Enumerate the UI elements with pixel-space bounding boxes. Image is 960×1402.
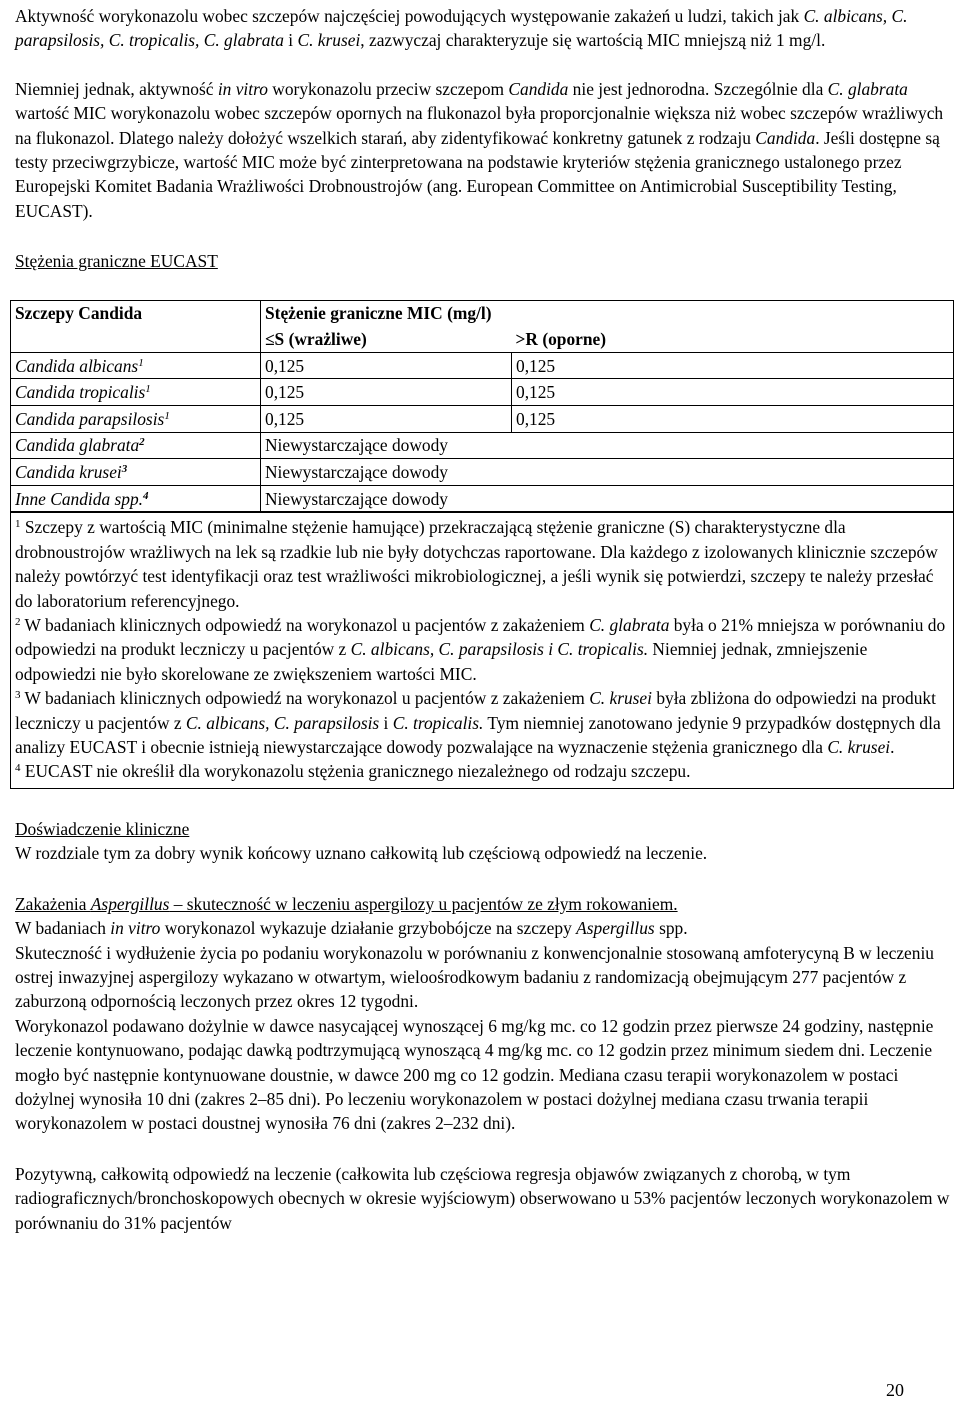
aspergillus-paragraph-1: W badaniach in vitro worykonazol wykazuje działanie grzybobójcze na szczepy Aspergillus spp. — [15, 918, 688, 939]
strain-cell: Inne Candida spp.$^4$ — [11, 485, 261, 512]
r-value: 0,125 — [512, 406, 954, 433]
table-row — [11, 459, 953, 486]
table-footnotes — [11, 512, 953, 787]
table-row — [11, 485, 953, 512]
r-value: 0,125 — [512, 352, 954, 379]
strain-cell: Candida glabrata$^2$ — [11, 432, 261, 459]
page-number: 20 — [886, 1380, 904, 1400]
footnote-1: $^1$ Szczepy z wartością MIC (minimalne stężenie hamujące) przekraczającą stężenie graniczne (S) charakterystyczne dla drobnoustrojów wrażliwych na lek są rzadkie lub nie były dotychczas raportowane. Dla każdego z izolowanych klinicznie szczepów należy powtórzyć test identyfikacji oraz test wrażliwości mikrobiologicznej, a jeśli wynik się potwierdzi, szczepy te należy przesłać do laboratorium referencyjnego. — [15, 517, 938, 611]
table-row — [11, 406, 953, 433]
table-row — [11, 432, 953, 459]
strain-cell: Candida krusei$^3$ — [11, 459, 261, 486]
intro-paragraph-1: Aktywność worykonazolu wobec szczepów najczęściej powodujących występowanie zakażeń u ludzi, takich jak C. albicans, C. parapsilosis, C. tropicalis, C. glabrata i C. krusei, zazwyczaj charakteryzuje się wartością MIC mniejszą niż 1 mg/l. — [15, 6, 908, 51]
strain-cell: Candida albicans$^1$ — [11, 352, 261, 379]
mic-breakpoint-table — [10, 300, 954, 789]
footnote-3: $^3$ W badaniach klinicznych odpowiedź na worykonazol u pacjentów z zakażeniem C. krusei była zbliżona do odpowiedzi na produkt leczniczy u pacjentów z C. albicans, C. parapsilosis i C. tropicalis. Tym niemniej zanotowano jedynie 9 przypadków dostępnych dla analizy EUCAST i obecnie istnieją niewystarczające dowody pozwalające na wyznaczenie stężenia granicznego dla C. krusei. — [15, 688, 941, 758]
footnote-4: $^4$ EUCAST nie określił dla worykonazolu stężenia granicznego niezależnego od rodzaju szczepu. — [15, 761, 691, 782]
aspergillus-paragraph-4: Pozytywną, całkowitą odpowiedź na leczenie (całkowita lub częściowa regresja objawów związanych z chorobą, w tym radiograficznych/bronchoskopowych obecnych w okresie wyjściowym) obserwowano u 53% pacjentów leczonych worykonazolem w porównaniu do 31% pacjentów — [15, 1163, 950, 1233]
table-row — [11, 379, 953, 406]
intro-paragraph-2: Niemniej jednak, aktywność in vitro worykonazolu przeciw szczepom Candida nie jest jednorodna. Szczególnie dla C. glabrata wartość MIC worykonazolu wobec szczepów opornych na flukonazol była proporcjonalnie większa niż wobec szczepów wrażliwych na flukonazol. Dlatego należy dołożyć wszelkich starań, aby zidentyfikować konkretny gatunek z rodzaju Candida. Jeśli dostępne są testy przeciwgrzybicze, wartość MIC może być zinterpretowana na podstawie kryteriów stężenia granicznego ustalonego przez Europejski Komitet Badania Wrażliwości Drobnoustrojów (ang. European Committee on Antimicrobial Susceptibility Testing, EUCAST). — [15, 78, 944, 221]
document-page — [15, 4, 950, 1235]
insufficient-value: Niewystarczające dowody — [261, 432, 954, 459]
col-header-r: >R (oporne) — [512, 326, 954, 352]
table-row — [11, 352, 953, 379]
s-value: 0,125 — [261, 352, 512, 379]
clinical-heading: Doświadczenie kliniczne — [15, 818, 190, 839]
s-value: 0,125 — [261, 379, 512, 406]
insufficient-value: Niewystarczające dowody — [261, 485, 954, 512]
col-header-mic: Stężenie graniczne MIC (mg/l) — [261, 301, 954, 327]
aspergillus-heading: Zakażenia Aspergillus – skuteczność w leczeniu aspergilozy u pacjentów ze złym rokowaniem. — [15, 893, 678, 914]
table-header-row — [11, 301, 953, 327]
table-subheader-row — [11, 326, 953, 352]
insufficient-value: Niewystarczające dowody — [261, 459, 954, 486]
aspergillus-paragraph-3: Worykonazol podawano dożylnie w dawce nasycającej wynoszącej 6 mg/kg mc. co 12 godzin przez pierwsze 24 godziny, następnie leczenie kontynuowano, podając dawką podtrzymującą wynoszącą 4 mg/kg mc. co 12 godzin przez minimum siedem dni. Leczenie mogło być następnie kontynuowane doustnie, w dawce 200 mg co 12 godzin. Mediana czasu terapii worykonazolem w postaci dożylnej wynosiła 10 dni (zakres 2–85 dni). Po leczeniu worykonazolem w postaci dożylnej mediana czasu trwania terapii worykonazolem w postaci doustnej wynosiła 76 dni (zakres 2–232 dni). — [15, 1015, 934, 1134]
clinical-text: W rozdziale tym za dobry wynik końcowy uznano całkowitą lub częściową odpowiedź na leczenie. — [15, 843, 708, 864]
col-header-empty — [11, 326, 261, 352]
col-header-s: ≤S (wrażliwe) — [261, 326, 512, 352]
s-value: 0,125 — [261, 406, 512, 433]
aspergillus-paragraph-2: Skuteczność i wydłużenie życia po podaniu worykonazolu w porównaniu z konwencjonalnie stosowaną amfoterycyną B w leczeniu ostrej inwazyjnej aspergilozy wykazano w otwartym, wieloośrodkowym badaniu z randomizacją obejmującym 277 pacjentów z zaburzoną odpornością leczonych przez okres 12 tygodni. — [15, 942, 935, 1012]
eucast-heading: Stężenia graniczne EUCAST — [15, 251, 218, 272]
col-header-strains: Szczepy Candida — [11, 301, 261, 327]
footnote-2: $^2$ W badaniach klinicznych odpowiedź na worykonazol u pacjentów z zakażeniem C. glabrata była o 21% mniejsza w porównaniu do odpowiedzi na produkt leczniczy u pacjentów z C. albicans, C. parapsilosis i C. tropicalis. Niemniej jednak, zmniejszenie odpowiedzi nie było skorelowane ze zwiększeniem wartości MIC. — [15, 615, 946, 684]
strain-cell: Candida parapsilosis$^1$ — [11, 406, 261, 433]
strain-cell: Candida tropicalis$^1$ — [11, 379, 261, 406]
r-value: 0,125 — [512, 379, 954, 406]
